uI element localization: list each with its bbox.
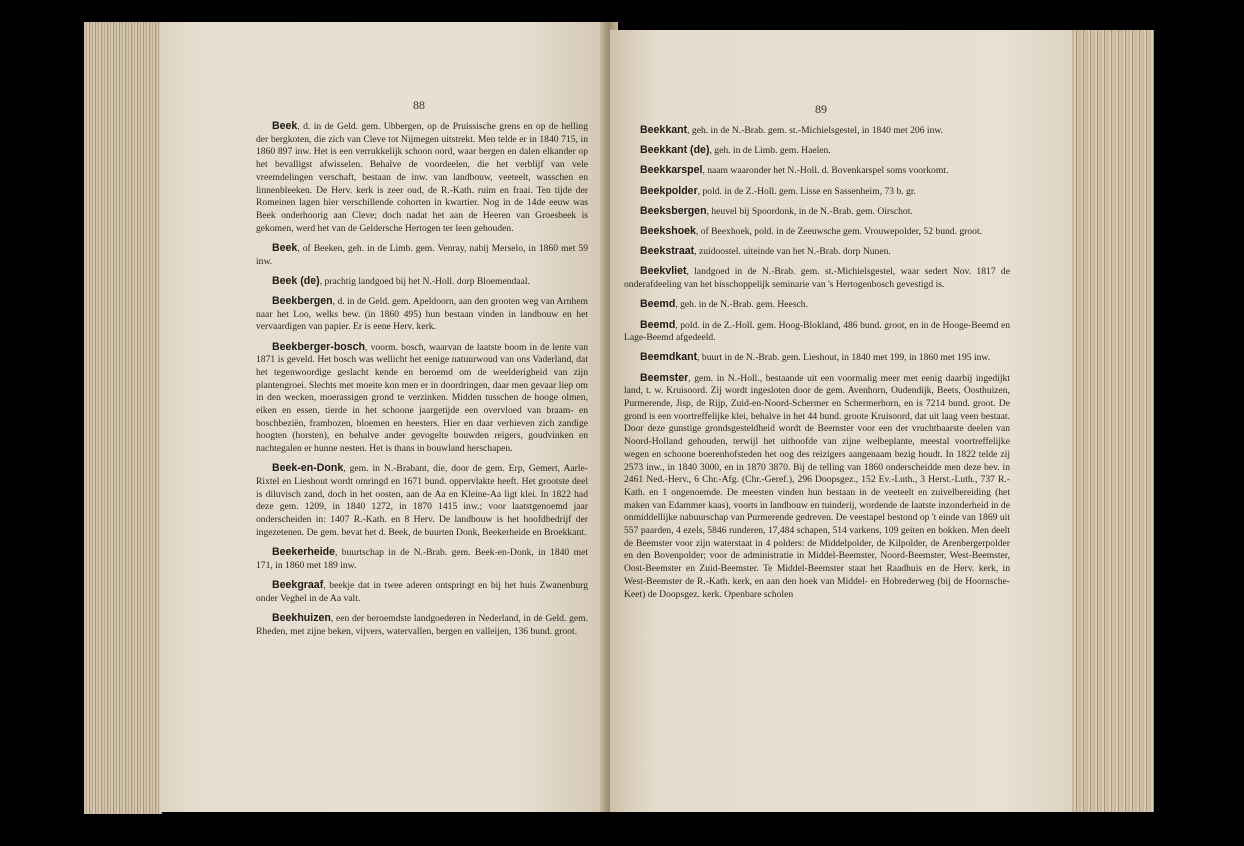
entry-text: , buurtschap in de N.-Brab. gem. Beek-en-Donk, in 1840 met 171, in 1860 met 189 inw. [256,547,588,571]
entry-text: , gem. in N.-Holl., bestaande uit een voormalig meer met eenig daarbij ingedijkt land, t. w. Kruisoord. Zij wordt ingesloten door de gem. Avenhorn, Oudendijk, Beets, Oosthuizen, Purmerende, Jisp, de Rijp, Zuid-en-Noord-Schermer en Schermerhorn, en is 7214 bund. groot. De grond is een voortreffelijke klei, behalve in het 44 bund. groote Kruisoord, dat uit laag veen bestaat. Door deze gunstige grondsgesteldheid wordt de Beemster voor een der vruchtbaarste deelen van Noord-Holland gehouden, terwijl het uithoofde van zijne welbeplante, meestal voortreffelijke wegen en schoone boerenhofsteden het oog des reizigers aangenaam bezig houdt. In 1822 telde zij 2573 inw., in 1840 3000, en in 1870 3870. Bij de telling van 1860 onderscheidde men deze bev. in 2461 Ned.-Herv., 6 Chr.-Afg. (Chr.-Geref.), 296 Doopsgez., 152 Ev.-Luth., 3 Herst.-Luth., 737 R.-Kath. en 1 ongenoemde. De meesten vinden hun bestaan in de veeteelt en zuivelbereiding (het maken van Edammer kaas), voorts in landbouw en tuinderij, wordende de laatste inzonderheid in de onmiddellijke nabuurschap van Purmerende gedreven. De veestapel bestond op 't einde van 1869 uit 557 paarden, 4 ezels, 5846 runderen, 17,484 schapen, 514 varkens, 109 geiten en bokken. Men deelt de Beemster voor zijn waterstaat in 4 polders: de Middelpolder, de Kilpolder, de Arenbergerpolder en den Bovenpolder; voor de administratie in Middel-Beemster, Noord-Beemster, West-Beemster, Oost-Beemster en Zuid-Beemster. Te Middel-Beemster staat het Raadhuis en de Herv. kerk, in West-Beemster de R.-Kath. kerk, en aan den hoek van Middel- en Hobrederweg (bij de Hoornsche-Keet) de Doopsgez. kerk. Openbare scholen [624,372,1010,600]
dictionary-entry [624,319,1010,345]
left-page-stack-edges [84,22,162,814]
entry-text: , landgoed in de N.-Brab. gem. st.-Michielsgestel, waar sedert Nov. 1817 de onderafdeeling van het bisschoppelijk seminarie van 's Hertogenbosch gevestigd is. [624,266,1010,291]
entry-headword: Beekkant [640,124,688,136]
entry-headword: Beek-en-Donk [272,462,344,475]
entry-headword: Beekgraaf [272,579,324,591]
dictionary-entry [624,225,1010,239]
dictionary-entry [624,351,1010,365]
dictionary-entry [256,462,588,539]
dictionary-entry [624,164,1010,178]
left-page [160,22,606,812]
entry-text: , naam waaronder het N.-Holl. d. Bovenkarspel soms voorkomt. [702,165,949,177]
entry-headword: Beeksbergen [640,204,707,217]
dictionary-entry [256,242,588,268]
dictionary-entry [256,341,588,456]
dictionary-entry [624,185,1010,199]
entry-text: , beekje dat in twee aderen ontspringt en bij het huis Zwanenburg onder Veghel in de Aa valt. [256,580,588,604]
entry-text: , of Beexhoek, pold. in de Zeeuwsche gem. Vrouwepolder, 52 bund. groot. [695,226,983,238]
entry-headword: Beekshoek [640,225,696,238]
entry-headword: Beekbergen [272,294,333,307]
dictionary-entry [256,295,588,334]
entry-text: , buurt in de N.-Brab. gem. Lieshout, in 1840 met 199, in 1860 met 195 inw. [697,352,991,364]
left-page-number: 88 [413,98,425,112]
entry-headword: Beekkant (de) [640,144,710,157]
entry-text: , heuvel bij Spoordonk, in de N.-Brab. gem. Oirschot. [706,205,913,217]
entry-text: , geh. in de Limb. gem. Haelen. [709,145,831,157]
entry-headword: Beekstraat [640,245,695,258]
right-page [610,30,1072,812]
entry-text: , d. in de Geld. gem. Ubbergen, op de Pruissische grens en op de helling der bergkoten, die zich van Cleve tot Nijmegen uitstrekt. Men telde er in 1840 715, in 1860 897 inw. Het is een verrukkelijk schoon oord, waar bergen en dalen elkander op het bevalligst afwisselen. Behalve de voordeelen, die het verblijf van vele vreemdelingen verschaft, bestaan de inw. van landbouw, veeteelt, wasschen en linnenbleeken. De Herv. kerk is zeer oud, de R.-Kath. ruim en fraai. Ten tijde der Romeinen lagen hier verschillende cohorten in kwartier. Nog in de 14de eeuw was Beek onderhoorig aan Cleve; doch nadat het aan de Heeren van Groesbeek is gekomen, werd het van de Geldersche Hertogen ter leen gehouden. [256,121,588,234]
entry-text: , zuidoostel. uiteinde van het N.-Brab. dorp Nunen. [694,246,891,258]
entry-text: , geh. in de N.-Brab. gem. Heesch. [675,299,809,311]
right-page-number: 89 [815,102,827,116]
entry-headword: Beekhuizen [272,611,331,624]
entry-text: , gem. in N.-Brabant, die, door de gem. Erp, Gemert, Aarle-Rixtel en Lieshout wordt omringd en 1671 bund. oppervlakte heeft. Het grootste deel is diluvisch zand, doch in het oosten, aan de Aa en Kleine-Aa ligt klei. In 1822 had deze gem. 1209, in 1840 1272, in 1870 1415 inw.; voor laatstgenoemd jaar onderscheiden in: 1407 R.-Kath. en 8 Herv. De landbouw is het hoofdbedrijf der ingezetenen. De gem. bevat het d. Beek, de buurten Donk, Beekerheide en Broekkant. [256,463,588,538]
entry-text: , een der beroemdste landgoederen in Nederland, in de Geld. gem. Rheden, met zijne beken, vijvers, watervallen, bergen en valleijen, 136 bund. groot. [256,612,588,637]
entry-headword: Beemdkant [640,351,698,364]
right-page-text-column [624,124,1010,608]
dictionary-entry [256,546,588,572]
entry-text: , pold. in de Z.-Holl. gem. Lisse en Sassenheim, 73 b. gr. [697,185,916,197]
entry-headword: Beek (de) [272,274,320,287]
entry-text: , pold. in de Z.-Holl. gem. Hoog-Blokland, 486 bund. groot, en in de Hooge-Beemd en Lage-Beemd afgedeeld. [624,319,1010,344]
entry-text: , voorm. bosch, waarvan de laatste boom in de lente van 1871 is geveld. Het bosch was wellicht het eenige natuurwoud van ons Vaderland, dat het tegenwoordige geslacht kende en beroemd om de weelderigheid van zijn plantengroei. Slechts met moeite kon men er in doordringen, daar men gevaar liep om in den wecken, moerassigen grond te verzinken. Midden tusschen de hooge olmen, eiken en essen, tierde in het schoone jaargetijde een overvloed van braam- en boschbeziën, frambozen, bloemen en heesters. Hier en daar verhieven zich zandige hoogten (horsten), en behalve ander gevogelte bouwden reigers, goudvinken en nachtegalen er hunne nesten. Het is thans in bouwland herschapen. [256,341,588,455]
dictionary-entry [624,265,1010,291]
entry-headword: Beekvliet [640,265,687,278]
dictionary-entry [256,120,588,235]
entry-headword: Beek [272,241,298,254]
entry-text: , prachtig landgoed bij het N.-Holl. dorp Bloemendaal. [319,275,530,287]
entry-text: , geh. in de N.-Brab. gem. st.-Michielsgestel, in 1840 met 206 inw. [687,125,944,136]
entry-headword: Beemd [640,298,676,311]
dictionary-entry [624,245,1010,259]
entry-headword: Beekberger-bosch [272,340,366,353]
entry-headword: Beemster [640,371,689,384]
entry-headword: Beekerheide [272,546,336,559]
entry-headword: Beekpolder [640,184,698,197]
entry-text: , of Beeken, geh. in de Limb. gem. Venray, nabij Merselo, in 1860 met 59 inw. [256,242,588,267]
right-page-stack-edges [1072,30,1154,812]
dictionary-entry [256,579,588,605]
dictionary-entry [624,372,1010,602]
dictionary-entry [624,144,1010,158]
entry-headword: Beemd [640,318,676,331]
entry-headword: Beekkarspel [640,164,703,177]
left-page-text-column [256,120,588,645]
dictionary-entry [256,612,588,638]
dictionary-entry [624,205,1010,219]
dictionary-entry [256,275,588,289]
entry-headword: Beek [272,120,298,132]
entry-text: , d. in de Geld. gem. Apeldoorn, aan den grooten weg van Arnhem naar het Loo, welks bew. (in 1860 495) hun bestaan vinden in landbouw en het vervaardigen van papier. Er is eene Herv. kerk. [256,295,588,333]
dictionary-entry [624,298,1010,312]
dictionary-entry [624,124,1010,138]
